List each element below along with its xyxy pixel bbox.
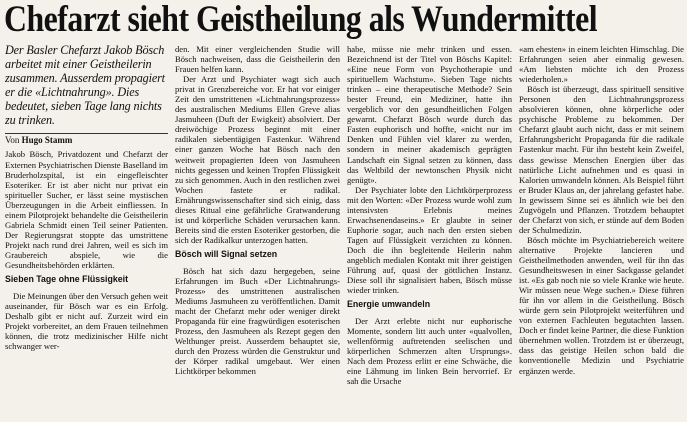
body-paragraph: Jakob Bösch, Privatdozent und Chefarzt der Externen Psychiatrischen Dienste Baselland im Bruderholzspital, ist ein eingefleischter Esoteriker. Er ist aber nicht nur privat ein spiritueller Sucher, er lässt seine mystischen Überzeugungen in die Arbeit einfliessen. In einem Pilotprojekt behandelte die Geistheilerin Gabriela Schmidt einen Teil seiner Patienten. Der Regierungsrat stoppte das umstrittene Projekt nach rund drei Jahren, weil es sich im Graubereich abspiele, wie die Gesundheitsbehörden erklärten. bbox=[5, 149, 168, 270]
column-1 bbox=[5, 44, 168, 422]
byline-author: Hugo Stamm bbox=[21, 135, 73, 146]
byline-prefix: Von bbox=[5, 135, 20, 146]
column-4 bbox=[519, 44, 684, 422]
body-paragraph: Der Arzt erlebte nicht nur euphorische Momente, sondern litt auch unter «qualvollen, wellenförmig auftretenden seelischen und körperlichen Schmerzen alten Ursprungs». Nach dem Prozess erlitt er eine Schwäche, die eine Lähmung im linken Bein hervorrief. Er sah die Ursache bbox=[347, 316, 512, 387]
column-3 bbox=[347, 44, 512, 422]
body-paragraph: Bösch hat sich dazu hergegeben, seine Erfahrungen im Buch «Der Lichtnahrungs-Prozess» des umstrittenen australischen Mediums Jasmuheen zu veröffentlichen. Damit macht der Chefarzt mehr oder weniger direkt Propaganda für eine fragwürdigen esoterischen Prozess, den Jasmuheen als Rezept gegen den Welthunger preist. Ausserdem behauptet sie, durch den Prozess würden die Genstruktur und der Körper radikal umgebaut. Wer einen Lichtkörper bekommen bbox=[175, 265, 340, 377]
byline bbox=[5, 135, 168, 145]
body-paragraph: Die Meinungen über den Versuch gehen weit auseinander, für Bösch war es ein Erfolg. Deshalb gibt er nicht auf. Zurzeit wird ein Projekt vorbereitet, an dem Frauen teilnehmen können, die trotz medizinischer Hilfe nicht schwanger wer- bbox=[5, 291, 168, 352]
body-paragraph: «am ehesten» in einem leichten Himschlag. Die Erfahrungen seien aber einmalig gewesen. «Am liebsten möchte ich den Prozess wiederholen.» bbox=[519, 44, 684, 85]
subheading: Sieben Tage ohne Flüssigkeit bbox=[5, 274, 129, 285]
body-paragraph: Der Psychiater lobte den Lichtkörperprozess mit den Worten: «Der Prozess wurde wohl zum intensivsten Erlebnis meines Erwachsenendaseins.» Er glaubte in seiner Euphorie sogar, auch nach den ersten sieben Tagen auf Flüssigkeit verzichten zu können. Doch die ihn begleitende Heilerin nahm angeblich medialen Kontakt mit ihrer geistigen Führung auf, quasi der göttlichen Instanz. Diese soll ihr signalisiert haben, Bösch müsse wieder trinken. bbox=[347, 184, 512, 296]
body-paragraph: Bösch ist überzeugt, dass spirituell sensitive Personen den Lichtnahrungsprozess absolvieren können, ohne körperliche oder psychische Probleme zu bekommen. Der Chefarzt glaubt auch nicht, dass er mit seinem Erfahrungsbericht Propaganda für die radikale Fastenkur macht. Für ihn besteht kein Zweifel, dass gewisse Menschen Energien über das natürliche Licht aufnehmen und es quasi in Kalorien umwandeln können. Als Beispiel führt er Bruder Klaus an, der jahrelang gefastet habe. In gewissem Sinne sei es ähnlich wie bei den Zugvögeln und Pflanzen. Trotzdem behauptet der Chefarzt von sich, er stünde auf dem Boden der Schulmedizin. bbox=[519, 84, 684, 235]
headline: Chefarzt sieht Geistheilung als Wundermittel bbox=[4, 0, 598, 40]
lead-paragraph: Der Basler Chefarzt Jakob Bösch arbeitet mit einer Geistheilerin zusammen. Ausserdem propagiert er die «Lichtnahrung». Dies bedeutet, sieben Tage lang nichts zu trinken. bbox=[5, 44, 165, 127]
subheading: Bösch will Signal setzen bbox=[175, 248, 278, 259]
body-paragraph: Der Arzt und Psychiater wagt sich auch privat in Grenzbereiche vor. Er hat vor einiger Zeit den umstrittenen «Lichtnahrungsprozess» des australischen Mediums Ellen Greve alias Jasmuheen (Duft der Ewigkeit) absolviert. Der dreiwöchige Prozess beginnt mit einer radikalen siebentägigen Fastenkur. Während einer ganzen Woche hat Bösch nach den weitweit propagierten Ideen von Jasmuheen nichts gegessen und keinen Tropfen Flüssigkeit zu sich genommen. Auch in den restlichen zwei Wochen fastete er radikal. Ernährungswissenschafter sind sich einig, dass dieses Ritual eine gefährliche Gratwanderung ist und körperliche Schäden verursachen kann. Bereits sind die ersten Esoteriker gestorben, die sich der Radikalkur unterzogen hatten. bbox=[175, 74, 340, 245]
body-paragraph: habe, müsse nie mehr trinken und essen. Bezeichnend ist der Titel von Böschs Kapitel: «Eine neue Form von Psychotherapie und spirituellem Wachstum». Sieben Tage nichts trinken – eine therapeutische Methode? Sein bester Freund, ein Mediziner, hatte ihn vergeblich vor den gesundheitlichen Folgen gewarnt. Chefarzt Bösch wurde durch das Fasten euphorisch und hoffte, «nicht nur im Denken und Fühlen viel klarer zu werden, sondern in meiner akademisch geprägten Landschaft ein Signal setzen zu können, dass das Weltbild der newtonschen Physik nicht genügt». bbox=[347, 44, 512, 185]
byline-rule bbox=[5, 133, 168, 134]
column-2 bbox=[175, 44, 340, 422]
body-paragraph: den. Mit einer vergleichenden Studie will Bösch nachweisen, dass die Geistheilerin den Frauen helfen kann. bbox=[175, 44, 340, 75]
subheading: Energie umwandeln bbox=[347, 299, 431, 310]
body-paragraph: Bösch möchte im Psychiatriebereich weitere alternative Projekte lancieren und Geistheilmethoden anwenden, weil für ihn das Gesundheitswesen in einer Sackgasse gelandet ist. «Es gab noch nie so viele Kranke wie heute. Wir müssen neue Wege suchen.» Diese führen für ihn vor allem in die Geistheilung. Bösch würde gern sein Pilotprojekt weiterführen und von externen Fachleuten begutachten lassen. Doch er findet keine Partner, die diese Funktion übernehmen wollen. Trotzdem ist er überzeugt, dass das geistige Heilen schon bald die konventionelle Medizin und Psychiatrie ergänzen werde. bbox=[519, 234, 684, 376]
